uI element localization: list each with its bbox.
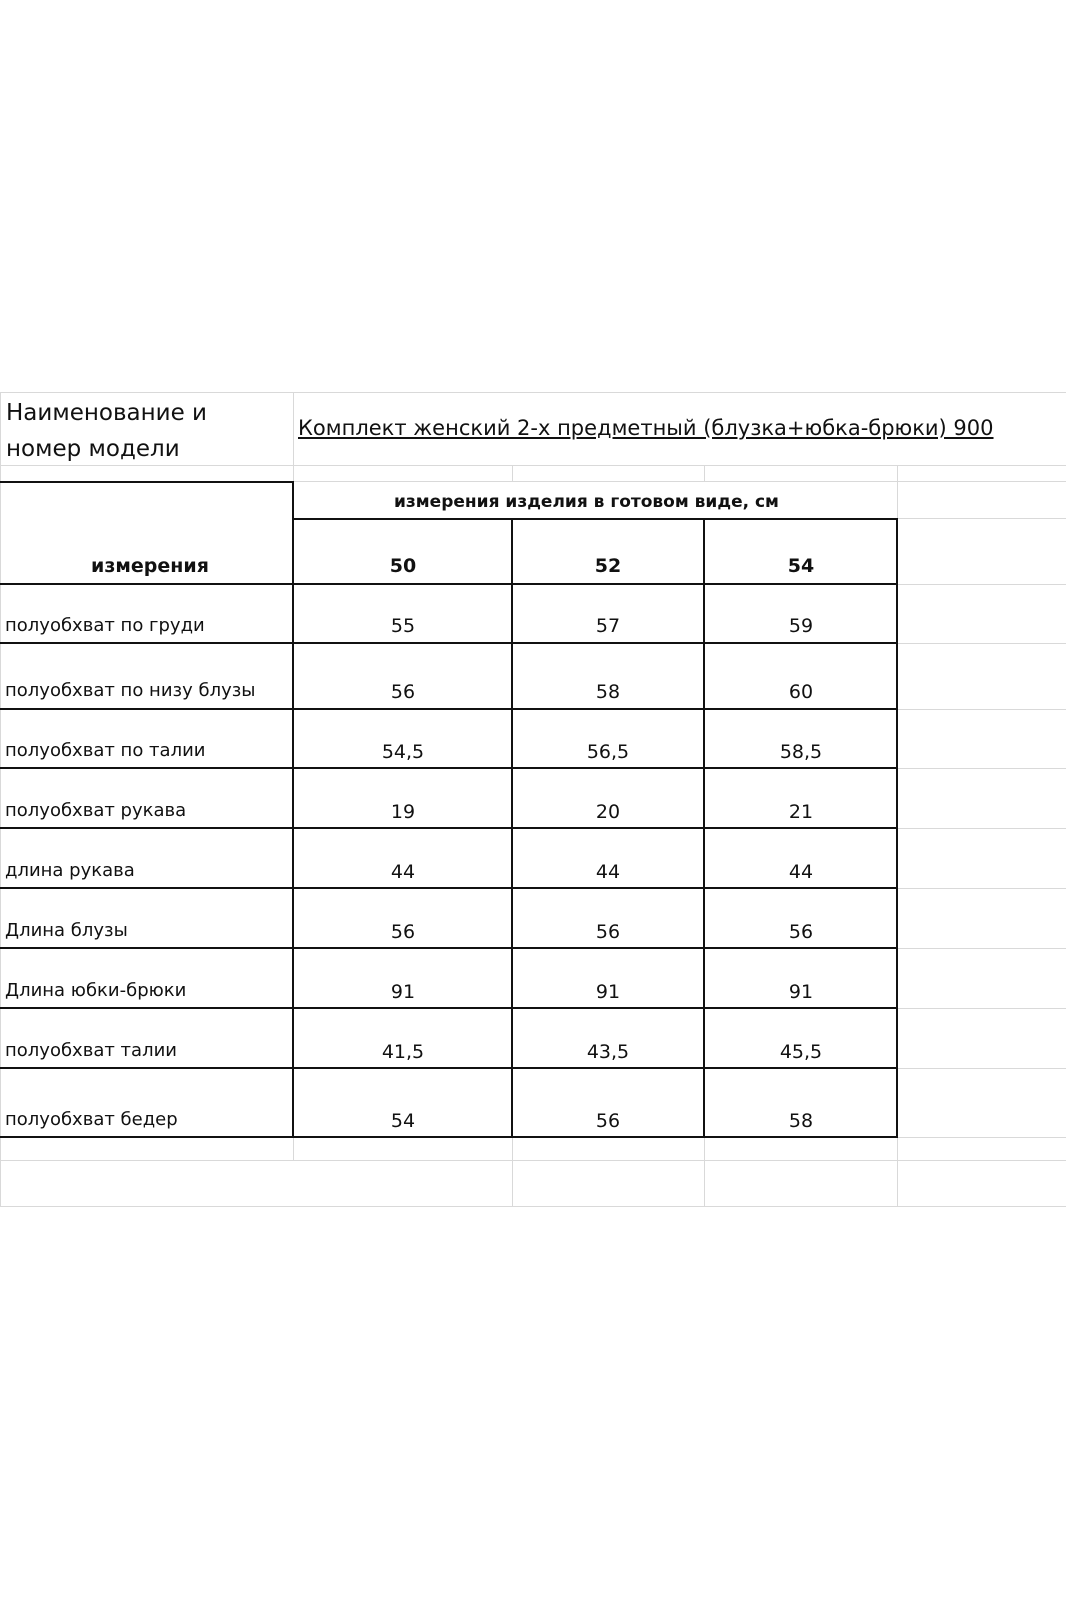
first-column-header: измерения [91,555,209,577]
gridline [897,828,1066,829]
gridline [293,392,294,482]
gridline [0,1160,1066,1161]
gridline [897,948,1066,949]
table-cell: 56 [595,921,621,943]
row-label: длина рукава [5,860,135,881]
size-header: 54 [787,555,815,577]
table-cell: 56 [788,921,814,943]
table-cell: 44 [390,861,416,883]
gridline [897,1008,1066,1009]
gridline [897,709,1066,710]
table-cell: 59 [788,615,814,637]
table-cell: 58 [595,681,621,703]
gridline [897,518,1066,519]
table-cell: 21 [788,801,814,823]
gridline [897,481,898,518]
table-cell: 91 [595,981,621,1003]
table-border [0,947,898,949]
gridline [897,643,1066,644]
row-label: полуобхват талии [5,1040,177,1061]
table-cell: 57 [595,615,621,637]
table-cell: 56,5 [586,741,630,763]
table-border [293,518,898,520]
gridline [0,1206,1066,1207]
table-border [703,518,705,1138]
table-cell: 55 [390,615,416,637]
table-cell: 44 [788,861,814,883]
gridline [897,1137,898,1206]
gridline [704,1137,705,1206]
group-header: измерения изделия в готовом виде, см [394,492,779,512]
gridline [897,1068,1066,1069]
table-border [896,518,898,1138]
table-cell: 44 [595,861,621,883]
size-header: 50 [389,555,417,577]
row-label: полуобхват по талии [5,740,206,761]
gridline [512,465,513,482]
table-cell: 41,5 [381,1041,425,1063]
gridline [512,1137,513,1206]
table-border [511,518,513,1138]
table-border [0,1007,898,1009]
table-cell: 43,5 [586,1041,630,1063]
table-border [0,887,898,889]
table-cell: 56 [595,1110,621,1132]
table-border [0,642,898,644]
table-cell: 60 [788,681,814,703]
table-cell: 58 [788,1110,814,1132]
table-cell: 20 [595,801,621,823]
table-border [0,583,898,585]
table-cell: 54 [390,1110,416,1132]
table-border [0,708,898,710]
gridline [897,768,1066,769]
gridline [897,465,898,482]
gridline [0,392,1066,393]
gridline [897,584,1066,585]
table-cell: 19 [390,801,416,823]
gridline [897,1137,1066,1138]
table-cell: 91 [390,981,416,1003]
row-label: полуобхват по груди [5,615,205,636]
table-cell: 91 [788,981,814,1003]
gridline [293,481,1066,482]
table-border [0,767,898,769]
gridline [897,888,1066,889]
gridline [293,1137,294,1160]
table-border [0,1067,898,1069]
row-label: полуобхват по низу блузы [5,680,256,701]
model-title: Комплект женский 2-х предметный (блузка+юбка-брюки) 900 [298,416,994,440]
row-label: Длина блузы [5,920,128,941]
table-cell: 56 [390,921,416,943]
row-label: Длина юбки-брюки [5,980,187,1001]
table-cell: 58,5 [779,741,823,763]
gridline [0,392,1,1206]
table-cell: 56 [390,681,416,703]
row-label: полуобхват бедер [5,1109,178,1130]
table-cell: 45,5 [779,1041,823,1063]
row-label: полуобхват рукава [5,800,187,821]
size-header: 52 [594,555,622,577]
table-border [0,827,898,829]
table-border [0,1136,898,1138]
model-name-label: Наименование и номер модели [6,400,207,462]
gridline [704,465,705,482]
table-cell: 54,5 [381,741,425,763]
table-border [292,481,294,1138]
table-border [0,481,294,483]
